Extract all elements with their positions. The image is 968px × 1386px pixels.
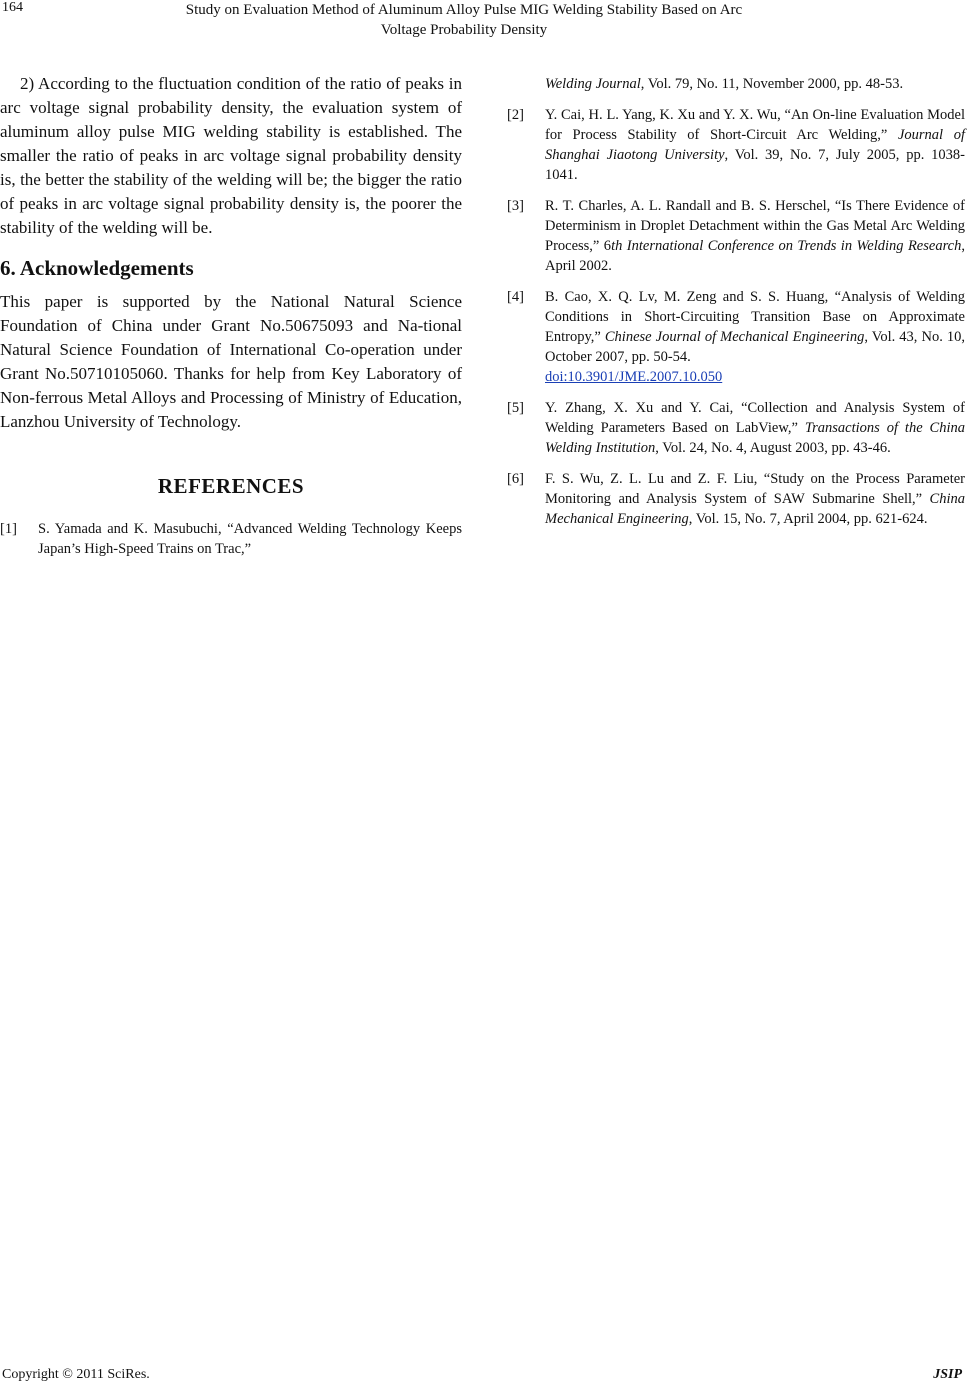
reference-number: [6] [507, 471, 524, 487]
reference-journal: Chinese Journal of Mechanical Engineering [604, 329, 865, 345]
reference-authors-title: Y. Zhang, X. Xu and Y. Cai, “Collection and Analysis System of Welding Parameters Based on LabView,” [545, 400, 965, 436]
footer-copyright: Copyright © 2011 SciRes. [2, 1367, 150, 1382]
conclusion-paragraph: 2) According to the fluctuation condition of the ratio of peaks in arc voltage signal probability density, the evaluation system of aluminum alloy pulse MIG welding stability is established. The smaller the ratio of peaks in arc voltage signal probability density is, the better the stability of the welding will be; the bigger the ratio of peaks in arc voltage signal probability density is, the poorer the stability of the welding will be. [0, 74, 462, 237]
page-number: 164 [2, 0, 23, 15]
reference-4 [507, 287, 965, 387]
reference-text [545, 105, 965, 185]
reference-1-continuation [507, 74, 965, 94]
reference-text: S. Yamada and K. Masubuchi, “Advanced Welding Technology Keeps Japan’s High-Speed Trains on Trac,” [38, 521, 462, 557]
reference-authors-title: F. S. Wu, Z. L. Lu and Z. F. Liu, “Study on the Process Parameter Monitoring and Analysis System of SAW Submarine Shell,” [545, 471, 965, 507]
reference-text [545, 469, 965, 529]
left-column [0, 72, 462, 570]
reference-number: [5] [507, 400, 524, 416]
reference-details: , April 2002. [545, 238, 965, 274]
reference-authors-title: Y. Cai, H. L. Yang, K. Xu and Y. X. Wu, “An On-line Evaluation Model for Process Stability of Short-Circuit Arc Welding,” [545, 107, 965, 143]
reference-5 [507, 398, 965, 458]
reference-details: , Vol. 43, No. 10, October 2007, pp. 50-54. [545, 329, 965, 365]
footer-journal: JSIP [933, 1367, 962, 1382]
reference-journal: Transactions of the China Welding Institution [545, 420, 965, 456]
reference-number: [3] [507, 198, 524, 214]
reference-number: [4] [507, 289, 524, 305]
reference-text [545, 287, 965, 387]
running-head [100, 0, 828, 40]
reference-details: , Vol. 39, No. 7, July 2005, pp. 1038-1041. [545, 147, 965, 183]
reference-number: [1] [0, 521, 17, 537]
running-title-line1: Study on Evaluation Method of Aluminum Alloy Pulse MIG Welding Stability Based on Arc [185, 2, 743, 18]
reference-journal: th International Conference on Trends in Welding Research [611, 238, 962, 254]
doi-link[interactable]: doi:10.3901/JME.2007.10.050 [545, 369, 723, 385]
reference-journal: China Mechanical Engineering [545, 491, 965, 527]
right-column [507, 74, 965, 540]
reference-text [545, 398, 965, 458]
reference-text [545, 196, 965, 276]
reference-2 [507, 105, 965, 185]
ack-heading: 6. Acknowledgements [0, 256, 194, 280]
reference-journal: Journal of Shanghai Jiaotong University [545, 127, 965, 163]
reference-authors-title: R. T. Charles, A. L. Randall and B. S. Herschel, “Is There Evidence of Determinism in Droplet Detachment within the Gas Metal Arc Welding Process,” 6 [545, 198, 965, 254]
ack-paragraph: This paper is supported by the National Natural Science Foundation of China under Grant No.50675093 and Na-tional Natural Science Foundation of International Co-operation under Grant No.50710105060. Thanks for help from Key Laboratory of Non-ferrous Metal Alloys and Processing of Ministry of Education, Lanzhou University of Technology. [0, 292, 462, 431]
reference-number: [2] [507, 107, 524, 123]
reference-6 [507, 469, 965, 529]
reference-details: , Vol. 15, No. 7, April 2004, pp. 621-624. [688, 511, 928, 527]
reference-journal: Welding Journal [545, 76, 641, 92]
references-heading: REFERENCES [157, 474, 305, 498]
running-title-line2: Voltage Probability Density [380, 22, 548, 38]
reference-1 [0, 519, 462, 559]
reference-authors-title: B. Cao, X. Q. Lv, M. Zeng and S. S. Huang, “Analysis of Welding Conditions in Short-Circuiting Transition Base on Approximate Entropy,” [545, 289, 965, 345]
reference-details: , Vol. 24, No. 4, August 2003, pp. 43-46. [655, 440, 891, 456]
reference-3 [507, 196, 965, 276]
reference-details: , Vol. 79, No. 11, November 2000, pp. 48-53. [640, 76, 904, 92]
